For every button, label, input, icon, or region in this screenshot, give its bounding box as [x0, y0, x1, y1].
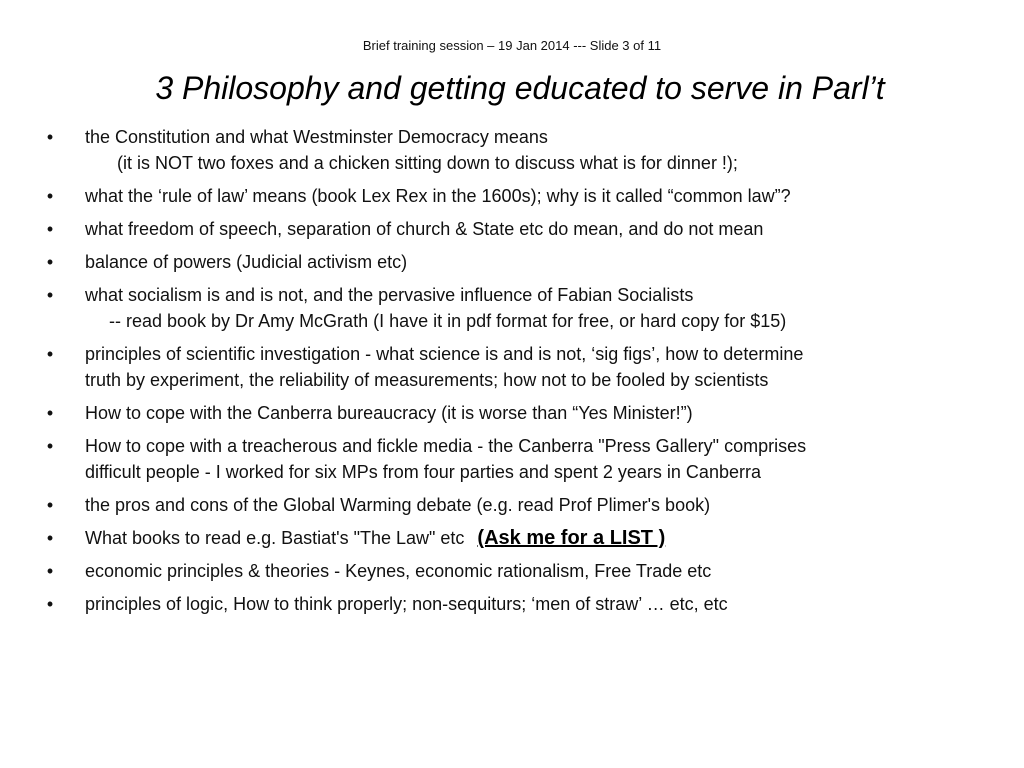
bullet-icon: • [46, 186, 54, 206]
bullet-item-economic-principles [44, 558, 1004, 584]
ask-for-list-link[interactable]: (Ask me for a LIST ) [477, 527, 666, 549]
bullet-text: the Constitution and what Westminster Democracy means [85, 127, 548, 147]
bullet-text: How to cope with a treacherous and fickle media - the Canberra "Press Gallery" comprises [85, 436, 807, 456]
bullet-item-media [44, 433, 1004, 485]
bullet-text: what socialism is and is not, and the pervasive influence of Fabian Socialists [85, 285, 694, 305]
bullet-icon: • [46, 561, 54, 581]
bullet-icon: • [46, 594, 54, 614]
bullet-text-continued: difficult people - I worked for six MPs from four parties and spent 2 years in Canberra [85, 462, 761, 482]
bullet-text: what freedom of speech, separation of church & State etc do mean, and do not mean [85, 219, 764, 239]
bullet-icon: • [46, 495, 54, 515]
bullet-text: economic principles & theories - Keynes, economic rationalism, Free Trade etc [85, 561, 712, 581]
bullet-text: What books to read e.g. Bastiat's "The Law" etc [85, 528, 465, 548]
bullet-item-logic [44, 591, 1004, 617]
bullet-icon: • [46, 344, 54, 364]
bullet-subtext: (it is NOT two foxes and a chicken sitting down to discuss what is for dinner !); [117, 153, 738, 173]
bullet-item-rule-of-law [44, 183, 1004, 209]
bullet-item-scientific-investigation [44, 341, 1004, 393]
bullet-item-books [44, 525, 1004, 551]
bullet-icon: • [46, 127, 54, 147]
bullet-text: How to cope with the Canberra bureaucracy (it is worse than “Yes Minister!”) [85, 403, 693, 423]
bullet-icon: • [46, 285, 54, 305]
slide-header: Brief training session – 19 Jan 2014 --- Slide 3 of 11 [362, 38, 662, 53]
bullet-text: what the ‘rule of law’ means (book Lex Rex in the 1600s); why is it called “common law”? [85, 186, 791, 206]
bullet-subtext: -- read book by Dr Amy McGrath (I have it in pdf format for free, or hard copy for $15) [109, 311, 787, 331]
bullet-icon: • [46, 528, 54, 548]
bullet-text: principles of logic, How to think properly; non-sequiturs; ‘men of straw’ … etc, etc [85, 594, 728, 614]
bullet-icon: • [46, 403, 54, 423]
bullet-item-constitution [44, 124, 1004, 176]
bullet-list [44, 124, 1004, 624]
bullet-item-bureaucracy [44, 400, 1004, 426]
bullet-text: the pros and cons of the Global Warming debate (e.g. read Prof Plimer's book) [85, 495, 711, 515]
bullet-item-socialism [44, 282, 1004, 334]
bullet-text: principles of scientific investigation - what science is and is not, ‘sig figs’, how to determine [85, 344, 804, 364]
slide-title: 3 Philosophy and getting educated to serve in Parl’t [155, 70, 885, 106]
bullet-text-continued: truth by experiment, the reliability of measurements; how not to be fooled by scientists [85, 370, 769, 390]
bullet-item-global-warming [44, 492, 1004, 518]
bullet-text: balance of powers (Judicial activism etc) [85, 252, 408, 272]
bullet-item-freedom-of-speech [44, 216, 1004, 242]
bullet-icon: • [46, 219, 54, 239]
bullet-icon: • [46, 436, 54, 456]
bullet-icon: • [46, 252, 54, 272]
bullet-item-balance-of-powers [44, 249, 1004, 275]
